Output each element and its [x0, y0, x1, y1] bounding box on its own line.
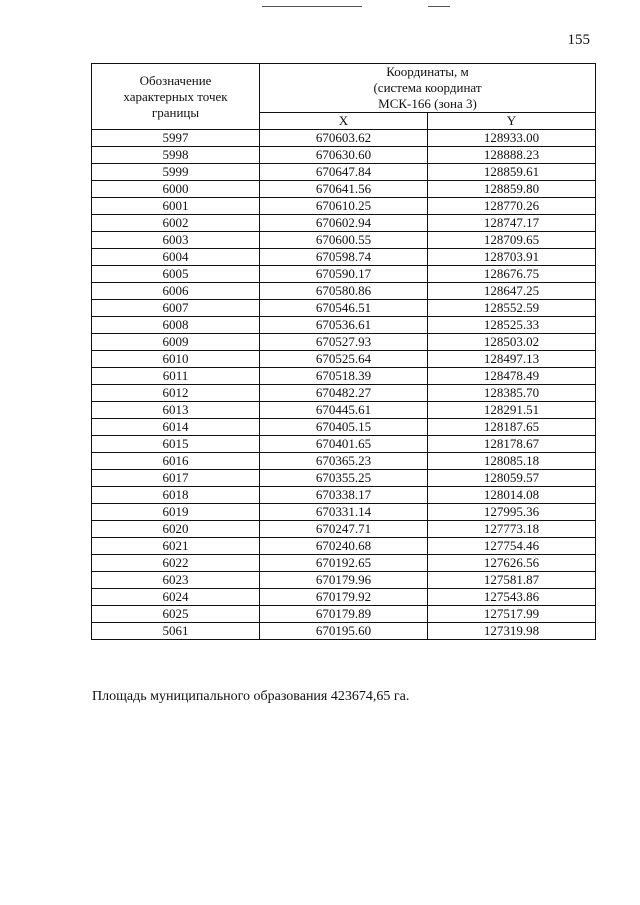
- table-row: [92, 521, 596, 538]
- y-cell: 128770.26: [428, 198, 596, 215]
- table-row: [92, 504, 596, 521]
- x-cell: 670647.84: [260, 164, 428, 181]
- header-rule: [262, 6, 362, 7]
- header-coordinates: [260, 64, 596, 113]
- table-row: [92, 487, 596, 504]
- x-cell: 670641.56: [260, 181, 428, 198]
- point-cell: 6024: [92, 589, 260, 606]
- table-row: [92, 266, 596, 283]
- table-row: [92, 385, 596, 402]
- table-row: [92, 538, 596, 555]
- point-cell: 6018: [92, 487, 260, 504]
- table-row: [92, 232, 596, 249]
- y-cell: 128291.51: [428, 402, 596, 419]
- x-cell: 670195.60: [260, 623, 428, 640]
- y-cell: 127543.86: [428, 589, 596, 606]
- header-coords-line: МСК-166 (зона 3): [378, 96, 477, 111]
- y-cell: 127626.56: [428, 555, 596, 572]
- point-cell: 5997: [92, 130, 260, 147]
- x-cell: 670630.60: [260, 147, 428, 164]
- area-statement: Площадь муниципального образования 423674,65 га.: [92, 689, 410, 704]
- point-cell: 6003: [92, 232, 260, 249]
- table-row: [92, 470, 596, 487]
- x-cell: 670445.61: [260, 402, 428, 419]
- point-cell: 5998: [92, 147, 260, 164]
- table-body: [92, 130, 596, 640]
- table-row: [92, 215, 596, 232]
- point-cell: 6002: [92, 215, 260, 232]
- header-y: Y: [428, 113, 596, 130]
- x-cell: 670602.94: [260, 215, 428, 232]
- table-row: [92, 351, 596, 368]
- y-cell: 128888.23: [428, 147, 596, 164]
- x-cell: 670598.74: [260, 249, 428, 266]
- header-x: X: [260, 113, 428, 130]
- point-cell: 6010: [92, 351, 260, 368]
- header-point-text: Обозначение характерных точек границы: [123, 72, 228, 120]
- table-row: [92, 198, 596, 215]
- y-cell: 128747.17: [428, 215, 596, 232]
- y-cell: 128497.13: [428, 351, 596, 368]
- point-cell: 6016: [92, 453, 260, 470]
- point-cell: 6015: [92, 436, 260, 453]
- y-cell: 128178.67: [428, 436, 596, 453]
- y-cell: 128014.08: [428, 487, 596, 504]
- y-cell: 128525.33: [428, 317, 596, 334]
- x-cell: 670192.65: [260, 555, 428, 572]
- y-cell: 128709.65: [428, 232, 596, 249]
- table-row: [92, 130, 596, 147]
- x-cell: 670179.92: [260, 589, 428, 606]
- page-number: 155: [567, 32, 590, 48]
- x-cell: 670338.17: [260, 487, 428, 504]
- point-cell: 6021: [92, 538, 260, 555]
- table-row: [92, 249, 596, 266]
- x-cell: 670405.15: [260, 419, 428, 436]
- table-row: [92, 317, 596, 334]
- x-cell: 670247.71: [260, 521, 428, 538]
- point-cell: 6008: [92, 317, 260, 334]
- point-cell: 6007: [92, 300, 260, 317]
- x-cell: 670580.86: [260, 283, 428, 300]
- y-cell: 128385.70: [428, 385, 596, 402]
- point-cell: 6006: [92, 283, 260, 300]
- point-cell: 6009: [92, 334, 260, 351]
- y-cell: 127319.98: [428, 623, 596, 640]
- point-cell: 6023: [92, 572, 260, 589]
- point-cell: 6005: [92, 266, 260, 283]
- x-cell: 670179.89: [260, 606, 428, 623]
- table-row: [92, 453, 596, 470]
- header-coords-line: (система координат: [373, 80, 482, 95]
- x-cell: 670401.65: [260, 436, 428, 453]
- x-cell: 670482.27: [260, 385, 428, 402]
- table-row: [92, 147, 596, 164]
- table-row: [92, 300, 596, 317]
- table-row: [92, 402, 596, 419]
- table-row: [92, 164, 596, 181]
- x-cell: 670525.64: [260, 351, 428, 368]
- point-cell: 6000: [92, 181, 260, 198]
- point-cell: 6019: [92, 504, 260, 521]
- table-row: [92, 181, 596, 198]
- x-cell: 670240.68: [260, 538, 428, 555]
- header-point-designation: [92, 64, 260, 130]
- header-coords-line: Координаты, м: [386, 64, 469, 79]
- x-cell: 670331.14: [260, 504, 428, 521]
- y-cell: 128085.18: [428, 453, 596, 470]
- y-cell: 128859.61: [428, 164, 596, 181]
- y-cell: 127517.99: [428, 606, 596, 623]
- y-cell: 128059.57: [428, 470, 596, 487]
- point-cell: 6014: [92, 419, 260, 436]
- point-cell: 6001: [92, 198, 260, 215]
- x-cell: 670355.25: [260, 470, 428, 487]
- y-cell: 128933.00: [428, 130, 596, 147]
- table-row: [92, 606, 596, 623]
- table-row: [92, 589, 596, 606]
- x-cell: 670590.17: [260, 266, 428, 283]
- y-cell: 128478.49: [428, 368, 596, 385]
- table-row: [92, 283, 596, 300]
- y-cell: 128187.65: [428, 419, 596, 436]
- x-cell: 670610.25: [260, 198, 428, 215]
- y-cell: 128647.25: [428, 283, 596, 300]
- table-row: [92, 436, 596, 453]
- point-cell: 5061: [92, 623, 260, 640]
- x-cell: 670546.51: [260, 300, 428, 317]
- table-row: [92, 555, 596, 572]
- y-cell: 127754.46: [428, 538, 596, 555]
- x-cell: 670603.62: [260, 130, 428, 147]
- table-row: [92, 419, 596, 436]
- x-cell: 670518.39: [260, 368, 428, 385]
- coordinates-table: [91, 63, 596, 640]
- y-cell: 128676.75: [428, 266, 596, 283]
- x-cell: 670527.93: [260, 334, 428, 351]
- point-cell: 6012: [92, 385, 260, 402]
- y-cell: 127581.87: [428, 572, 596, 589]
- point-cell: 6013: [92, 402, 260, 419]
- table-row: [92, 334, 596, 351]
- header-rule: [428, 6, 450, 7]
- y-cell: 128552.59: [428, 300, 596, 317]
- point-cell: 6020: [92, 521, 260, 538]
- y-cell: 128503.02: [428, 334, 596, 351]
- y-cell: 127773.18: [428, 521, 596, 538]
- point-cell: 6004: [92, 249, 260, 266]
- y-cell: 128703.91: [428, 249, 596, 266]
- point-cell: 6011: [92, 368, 260, 385]
- point-cell: 6025: [92, 606, 260, 623]
- point-cell: 6022: [92, 555, 260, 572]
- y-cell: 127995.36: [428, 504, 596, 521]
- point-cell: 5999: [92, 164, 260, 181]
- table-row: [92, 623, 596, 640]
- y-cell: 128859.80: [428, 181, 596, 198]
- x-cell: 670600.55: [260, 232, 428, 249]
- point-cell: 6017: [92, 470, 260, 487]
- x-cell: 670365.23: [260, 453, 428, 470]
- table-row: [92, 572, 596, 589]
- x-cell: 670536.61: [260, 317, 428, 334]
- table-row: [92, 368, 596, 385]
- x-cell: 670179.96: [260, 572, 428, 589]
